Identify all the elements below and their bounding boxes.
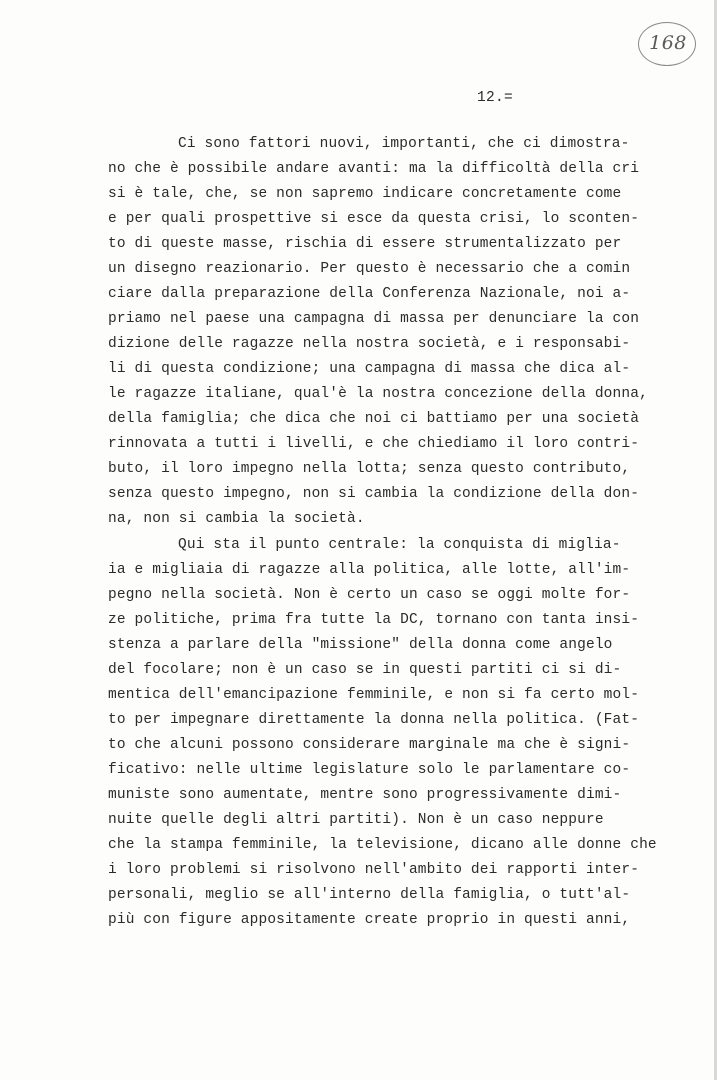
text-line: senza questo impegno, non si cambia la condizione della don- (108, 486, 640, 502)
text-line: na, non si cambia la società. (108, 511, 365, 527)
text-line: buto, il loro impegno nella lotta; senza questo contributo, (108, 461, 631, 477)
text-line: to di queste masse, rischia di essere strumentalizzato per (108, 236, 622, 252)
text-line: ia e migliaia di ragazze alla politica, alle lotte, all'im- (108, 562, 631, 578)
text-line: pegno nella società. Non è certo un caso se oggi molte for- (108, 587, 631, 603)
text-line: to che alcuni possono considerare marginale ma che è signi- (108, 737, 631, 753)
text-line: Qui sta il punto centrale: la conquista di miglia- (178, 537, 621, 553)
archive-number: 168 (649, 32, 687, 54)
text-line: della famiglia; che dica che noi ci battiamo per una società (108, 411, 640, 427)
text-line: muniste sono aumentate, mentre sono progressivamente dimi- (108, 787, 622, 803)
text-line: Ci sono fattori nuovi, importanti, che ci dimostra- (178, 136, 630, 152)
text-line: no che è possibile andare avanti: ma la difficoltà della cri (108, 161, 640, 177)
text-line: priamo nel paese una campagna di massa per denunciare la con (108, 311, 640, 327)
text-line: si è tale, che, se non sapremo indicare concretamente come (108, 186, 622, 202)
text-line: ficativo: nelle ultime legislature solo le parlamentare co- (108, 762, 631, 778)
text-line: rinnovata a tutti i livelli, e che chiediamo il loro contri- (108, 436, 640, 452)
text-line: mentica dell'emancipazione femminile, e non si fa certo mol- (108, 687, 640, 703)
text-line: ciare dalla preparazione della Conferenza Nazionale, noi a- (108, 286, 631, 302)
text-line: le ragazze italiane, qual'è la nostra concezione della donna, (108, 386, 648, 402)
text-line: del focolare; non è un caso se in questi partiti ci si di- (108, 662, 622, 678)
text-line: to per impegnare direttamente la donna nella politica. (Fat- (108, 712, 640, 728)
archive-number-stamp (638, 22, 696, 66)
text-line: dizione delle ragazze nella nostra società, e i responsabi- (108, 336, 631, 352)
text-line: ze politiche, prima fra tutte la DC, tornano con tanta insi- (108, 612, 640, 628)
text-line: personali, meglio se all'interno della famiglia, o tutt'al- (108, 887, 631, 903)
text-line: stenza a parlare della "missione" della donna come angelo (108, 637, 613, 653)
text-line: un disegno reazionario. Per questo è necessario che a comin (108, 261, 631, 277)
text-line: i loro problemi si risolvono nell'ambito dei rapporti inter- (108, 862, 640, 878)
text-line: li di questa condizione; una campagna di massa che dica al- (108, 361, 631, 377)
text-line: nuite quelle degli altri partiti). Non è un caso neppure (108, 812, 604, 828)
text-line: più con figure appositamente create proprio in questi anni, (108, 912, 631, 928)
text-line: e per quali prospettive si esce da questa crisi, lo sconten- (108, 211, 640, 227)
page-number: 12.= (477, 90, 514, 106)
text-line: che la stampa femminile, la televisione, dicano alle donne che (108, 837, 657, 853)
